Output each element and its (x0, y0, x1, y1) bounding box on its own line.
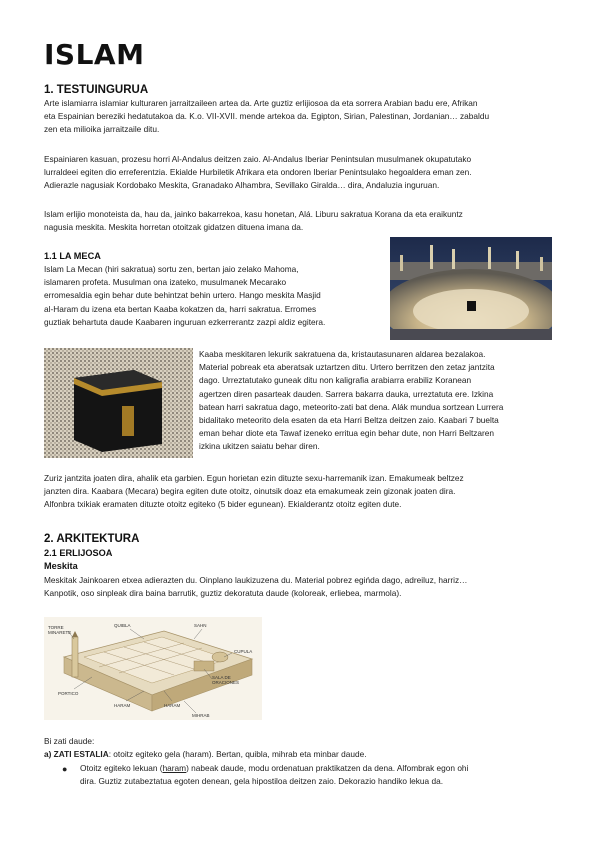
text-line: Zuriz jantzita joaten dira, ahalik eta garbien. Egun horietan ezin dituzte sexu-harremanik izan. Emakumeak beltzez (44, 473, 464, 483)
paragraph-meskita (44, 574, 467, 600)
diagram-label-cupula: CUPULA (234, 649, 253, 654)
kaaba-photo (44, 348, 193, 458)
text-line: Kaaba meskitaren lekurik sakratuena da, kristautasunaren aldarea bezalakoa. (199, 349, 486, 359)
text-line: Material pobreak eta aberatsak uztartzen ditu. Urtero berritzen den zetaz jantzita (199, 362, 495, 373)
paragraph-la-meca (44, 263, 325, 329)
text-line: batean harri sakratua dago, meteorito-zati bat dena. Alák mundua sortzean Lurrera (199, 401, 504, 412)
text-line: Arte islamiarra islamiar kulturaren jarraitzaileen artea da. Arte guztiz erlijiosoa da eta sorrera Arabian badu ere, Afrikan (44, 98, 478, 108)
text-line: Islam erlijio monoteista da, hau da, jainko bakarrekoa, kasu honetan, Alá. Liburu sakratua Korana da eta eraikuntz (44, 209, 463, 219)
page-title: ISLAM (44, 38, 145, 71)
paragraph-intro (44, 97, 489, 137)
bullet-haram (80, 762, 468, 788)
text-line: islamaren profeta. Musulman ona izateko, musulmanek Mecarako (44, 277, 287, 288)
text-line: nagusia meskita. Meskita horretan otoitzak gidatzen dituena imana da. (44, 222, 304, 233)
section-heading-testuingurua: 1. TESTUINGURUA (44, 84, 149, 96)
text-line: guztiak behartuta daude Kaabaren inguruan ezkerrerantz zazpi aldiz egitera. (44, 316, 326, 327)
paragraph-monoteista (44, 208, 463, 234)
text-line: Meskitak Jainkoaren etxea adierazten du. Oinplano laukizuzena du. Material pobrez egińda dago, adreiluz, harriz… (44, 575, 468, 585)
text-line: zen eta milioika jarraitzaile ditu. (44, 124, 160, 135)
diagram-label-haram: HARAM (164, 703, 181, 708)
text-line: dago. Urreztatutako guneak ditu non kaligrafia arabiarra erabiliz Koranean (199, 375, 472, 386)
text-line: Alfonbra txikiak eramaten dituzte otoitz egiteko (5 bider egunean). Ekialderantz otoitz egiten dute. (44, 499, 402, 510)
bullet-line-2: dira. Guztiz zutabeztatua egoten denean, gela hipostiloa deitzen zaio. Dekorazio handiko lekua da. (80, 776, 444, 787)
diagram-label-sala-de-oraciones: SALA DE ORACIONES (212, 675, 240, 685)
text-line: Espainiaren kasuan, prozesu horri Al-Andalus deitzen zaio. Al-Andalus Iberiar Penintsulan musulmanek okupatutako (44, 154, 472, 164)
bi-zati-label: Bi zati daude: (44, 736, 95, 746)
haram-link[interactable]: haram (162, 763, 187, 773)
text-line: eta Espainian bereziki hedatutakoa da. K.o. VII-XVII. mende artekoa da. Egipton, Sirian, Palestinan, Jordanian… zabaldu (44, 111, 490, 122)
subsection-heading-erlijosoa: 2.1 ERLIJOSOA (44, 548, 113, 558)
masjid-al-haram-photo (390, 237, 552, 340)
bullet-text-post: ) nabeak daude, modu ordenatuan praktikatzen da dena. Alfombrak egon ohi (186, 763, 469, 773)
text-line: Kanpotik, oso sinpleak dira baina barrutik, guztiz dekoratuta daude (koloreak, erliebea, marmola). (44, 588, 402, 599)
diagram-label-quibla: QUIBLA (114, 623, 131, 628)
diagram-label-torre-minarete: TORRE MINARETE (48, 625, 72, 635)
bullet-text-pre: Otoitz egiteko lekuan ( (80, 763, 163, 773)
text-line: eman behar diote eta Tawaf izeneko erritua egin behar dute, non Harri Beltzaren (199, 428, 495, 439)
text-line: agertzen diren pasarteak dauden. Sarrera bakarra dauka, urreztatuta ere. Izkina (199, 388, 494, 399)
paragraph-erromesaldia (44, 472, 464, 512)
paragraph-kaaba (199, 348, 503, 454)
subsubsection-heading-meskita: Meskita (44, 561, 78, 571)
text-line: Islam La Mecan (hiri sakratua) sortu zen, bertan jaio zelako Mahoma, (44, 264, 299, 274)
diagram-label-mihrab: MIHRAB (192, 713, 210, 718)
text-line: Adierazle nagusiak Kordobako Meskita, Granadako Alhambra, Sevillako Giralda… dira, Andaluzia inguruan. (44, 180, 440, 191)
bullet-icon: ● (62, 764, 68, 774)
text-line: al-Haram du izena eta bertan Kaaba kokatzen da, harri sakratua. Erromes (44, 303, 317, 314)
mosque-diagram (44, 617, 262, 720)
text-line: erromesaldia egin behar dute behintzat behin urtero. Hango meskita Masjid (44, 290, 321, 301)
subsection-heading-la-meca: 1.1 LA MECA (44, 251, 101, 261)
section-heading-arkitektura: 2. ARKITEKTURA (44, 533, 140, 545)
diagram-label-haram-2: HARAM (114, 703, 131, 708)
diagram-label-sahn: SAHN (194, 623, 207, 628)
zati-estalia-text: : otoitz egiteko gela (haram). Bertan, quibla, mihrab eta minbar daude. (108, 749, 367, 759)
paragraph-al-andalus (44, 153, 472, 193)
zati-estalia-label: a) ZATI ESTALIA (44, 749, 109, 759)
text-line: janzten dira. Kaabara (Mecara) begira egiten dute otoitz, oinutsik doaz eta emakumeak zein gizonak joaten dira. (44, 486, 456, 497)
text-line: bidalitako meteorito dela esaten da eta Harri Beltza deitzen zaio. Kaabari 7 buelta (199, 415, 499, 426)
text-line: izkina ukitzen saiatu behar diren. (199, 441, 320, 452)
bullet-line-1 (80, 762, 468, 775)
diagram-label-portico: PORTICO (58, 691, 79, 696)
text-line: lurraldeei egiten dio erreferentzia. Ekialde Hurbiletik Afrikara eta ondoren Iberiar Penintsulako hegoaldera eman zen. (44, 167, 472, 178)
zati-estalia-line (44, 748, 367, 761)
